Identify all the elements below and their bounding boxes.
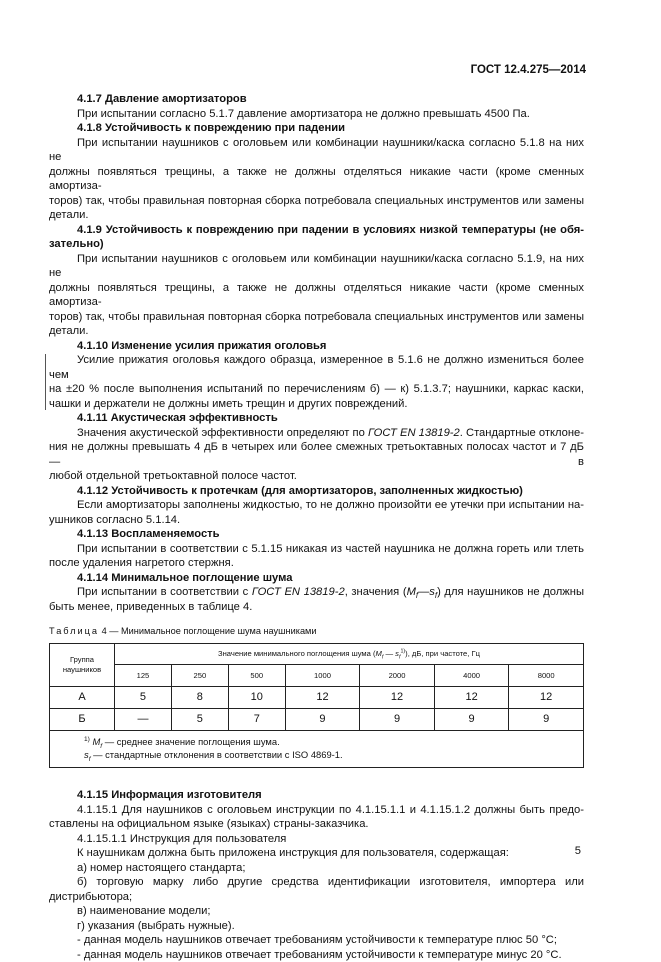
text-line: ния не должны превышать 4 дБ в четырех или более смежных третьоктавных полосах частот и 7 дБ — в [49, 440, 584, 469]
section-title: 4.1.14 Минимальное поглощение шума [49, 571, 584, 586]
paragraph: При испытании согласно 5.1.7 давление амортизатора не должно превышать 4500 Па. [49, 107, 584, 122]
text-line: любой отдельной третьоктавной полосе частот. [49, 469, 584, 484]
group-cell: Б [50, 709, 115, 731]
group-header-cell: Группа наушников [50, 644, 115, 687]
text-line: б) торговую марку либо другие средства идентификации изготовителя, импортера или [49, 875, 584, 890]
section-title: 4.1.12 Устойчивость к протечкам (для амортизаторов, заполненных жидкостью) [49, 484, 584, 499]
value-cell: 10 [228, 687, 285, 709]
text-line: ушников согласно 5.1.14. [49, 513, 584, 528]
paragraph: 4.1.15.1.1 Инструкция для пользователя [49, 832, 584, 847]
text-line: дистрибьютора; [49, 890, 584, 905]
list-item: в) наименование модели; [49, 904, 584, 919]
section-title: 4.1.10 Изменение усилия прижатия оголовья [49, 339, 584, 354]
table-row [50, 687, 584, 709]
text-line: детали. [49, 324, 584, 339]
text-line: Значения акустической эффективности определяют по ГОСТ EN 13819-2. Стандартные отклоне- [49, 426, 584, 441]
section-title: 4.1.9 Устойчивость к повреждению при падении в условиях низкой температуры (не обя- [49, 223, 584, 238]
value-cell: 9 [509, 709, 584, 731]
frequency-cell: 1000 [285, 665, 360, 687]
text-line: после удаления нагретого стержня. [49, 556, 584, 571]
text-line: При испытании наушников с оголовьем или комбинации наушники/каска согласно 5.1.9, на них не [49, 252, 584, 281]
page-body [49, 92, 584, 962]
page-number: 5 [575, 845, 581, 857]
paragraph [49, 252, 584, 281]
text-line: При испытании в соответствии с ГОСТ EN 13819-2, значения $(M_f—s_f)$ для наушников не должны [49, 585, 584, 600]
text-line: торов) так, чтобы правильная повторная сборка потребовала специальных инструментов или замены [49, 310, 584, 325]
value-cell: 12 [434, 687, 509, 709]
value-cell: 9 [434, 709, 509, 731]
value-cell: 12 [360, 687, 435, 709]
text-line: торов) так, чтобы правильная повторная сборка потребовала специальных инструментов или замены [49, 194, 584, 209]
value-cell: — [115, 709, 172, 731]
value-cell: 12 [285, 687, 360, 709]
value-cell: 8 [171, 687, 228, 709]
text-line: При испытании в соответствии с 5.1.15 никакая из частей наушника не должна гореть или тлеть [49, 542, 584, 557]
table-notes [50, 731, 584, 768]
text-line: При испытании наушников с оголовьем или комбинации наушники/каска согласно 5.1.8 на них не [49, 136, 584, 165]
text-line: чашки и держатели не должны иметь трещин и других повреждений. [49, 397, 584, 412]
list-item: а) номер настоящего стандарта; [49, 861, 584, 876]
list-item [49, 875, 584, 890]
table-row [50, 709, 584, 731]
paragraph [49, 803, 584, 818]
frequency-cell: 4000 [434, 665, 509, 687]
section-title: 4.1.11 Акустическая эффективность [49, 411, 584, 426]
list-item: г) указания (выбрать нужные). [49, 919, 584, 934]
table-caption: Таблица 4 — Минимальное поглощение шума наушниками [49, 625, 584, 637]
noise-absorption-table [49, 643, 584, 768]
frequency-cell: 125 [115, 665, 172, 687]
frequency-cell: 8000 [509, 665, 584, 687]
text-line: на ±20 % после выполнения испытаний по перечислениям б) — к) 5.1.3.7; наушники, каркас каски, [49, 382, 584, 397]
text-line: должны появляться трещины, а также не должны отделяться никакие части (кроме сменных амортиза- [49, 165, 584, 194]
list-item: - данная модель наушников отвечает требованиям устойчивости к температуре минус 20 °С. [49, 948, 584, 962]
section-title: 4.1.8 Устойчивость к повреждению при падении [49, 121, 584, 136]
paragraph [49, 542, 584, 557]
value-cell: 9 [285, 709, 360, 731]
paragraph [49, 426, 584, 441]
text-line: детали. [49, 208, 584, 223]
section-title: 4.1.15 Информация изготовителя [49, 788, 584, 803]
value-cell: 5 [115, 687, 172, 709]
document-code: ГОСТ 12.4.275—2014 [471, 64, 586, 76]
table-note: $^{1)}$ $M_f$ — среднее значение поглощения шума. [84, 735, 583, 748]
paragraph: К наушникам должна быть приложена инструкция для пользователя, содержащая: [49, 846, 584, 861]
frequency-cell: 2000 [360, 665, 435, 687]
revision-marked-paragraph [49, 353, 584, 411]
paragraph [49, 136, 584, 165]
group-cell: А [50, 687, 115, 709]
frequency-cell: 250 [171, 665, 228, 687]
text-line: быть менее, приведенных в таблице 4. [49, 600, 584, 615]
value-cell: 9 [360, 709, 435, 731]
table-note: $s_f$ — стандартные отклонения в соответствии с ISO 4869-1. [84, 748, 583, 761]
value-cell: 12 [509, 687, 584, 709]
section-title: 4.1.13 Воспламеняемость [49, 527, 584, 542]
list-item: - данная модель наушников отвечает требованиям устойчивости к температуре плюс 50 °С; [49, 933, 584, 948]
standard-reference: ГОСТ EN 13819-2 [368, 427, 460, 439]
text-line: Если амортизаторы заполнены жидкостью, то не должно произойти ее утечки при испытании на- [49, 498, 584, 513]
section-title: 4.1.7 Давление амортизаторов [49, 92, 584, 107]
standard-reference: ГОСТ EN 13819-2 [252, 586, 345, 598]
text-line: должны появляться трещины, а также не должны отделяться никакие части (кроме сменных амортиза- [49, 281, 584, 310]
text-line: 4.1.15.1 Для наушников с оголовьем инструкции по 4.1.15.1.1 и 4.1.15.1.2 должны быть предо- [49, 803, 584, 818]
paragraph [49, 585, 584, 600]
paragraph [49, 498, 584, 513]
section-title-cont: зательно) [49, 237, 584, 252]
value-cell: 5 [171, 709, 228, 731]
frequency-header-cell: Значение минимального поглощения шума ($M_f$ — $s_f^{1)}$), дБ, при частоте, Гц [115, 644, 584, 665]
paragraph [49, 353, 584, 382]
text-line: Усилие прижатия оголовья каждого образца, измеренное в 5.1.6 не должно измениться более чем [49, 353, 584, 382]
text-line: ставлены на официальном языке (языках) страны-заказчика. [49, 817, 584, 832]
value-cell: 7 [228, 709, 285, 731]
frequency-cell: 500 [228, 665, 285, 687]
